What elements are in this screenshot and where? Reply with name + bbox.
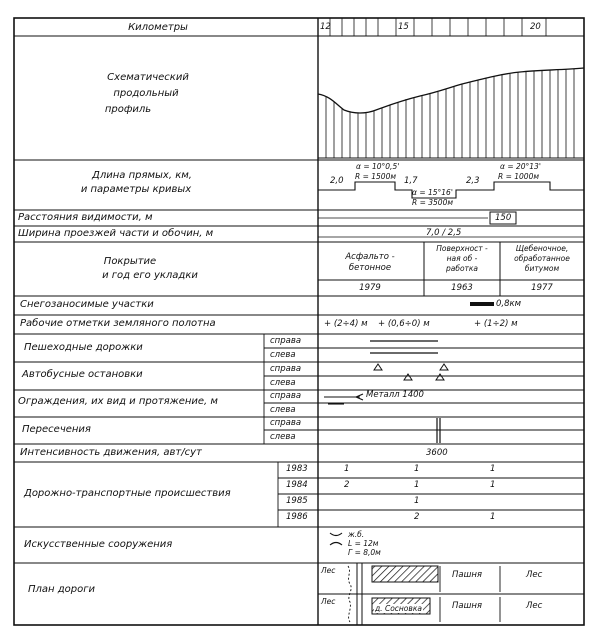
row-label-surface-2: и год его укладки — [102, 270, 198, 281]
curve-1-angle: α = 10°0,5' — [356, 162, 400, 171]
accident-count: 1 — [490, 464, 496, 474]
surface-3-year: 1977 — [531, 283, 553, 293]
longitudinal-profile — [318, 68, 584, 158]
curve-2-angle: α = 15°16' — [412, 188, 453, 197]
accident-count: 1 — [414, 480, 420, 490]
snow-value: 0,8км — [496, 299, 522, 309]
surface-2-type-3: работка — [445, 264, 479, 273]
accident-count: 2 — [414, 512, 420, 522]
accident-subrows — [278, 462, 584, 527]
accident-year-1986: 1986 — [286, 512, 308, 522]
marks-value-2: + (0,6÷0) м — [378, 319, 430, 329]
row-label-marks: Рабочие отметки земляного полотна — [20, 318, 216, 329]
plan-forest-bottom-left: Лес — [321, 597, 336, 606]
settlement-hatch — [372, 566, 438, 582]
plan-village-label: д. Сосновка — [375, 604, 422, 613]
surface-1-type-2: бетонное — [348, 263, 392, 273]
accident-year-1983: 1983 — [286, 464, 308, 474]
accident-count: 1 — [414, 464, 420, 474]
accident-count: 1 — [490, 512, 496, 522]
crossing-marks — [437, 418, 440, 443]
accident-count: 1 — [344, 464, 350, 474]
plan-field-top: Пашня — [452, 570, 483, 580]
visibility-value: 150 — [495, 213, 512, 223]
row-label-profile-1: Схематический — [107, 72, 189, 83]
row-label-snow: Снегозаносимые участки — [20, 299, 154, 310]
surface-2-year: 1963 — [451, 283, 473, 293]
plan-forest-top-right: Лес — [526, 570, 543, 580]
side-left-walkways: слева — [270, 350, 296, 360]
plan-forest-top-left: Лес — [321, 566, 336, 575]
surface-2-type-1: Поверхност - — [436, 244, 488, 253]
straight-length-2: 1,7 — [404, 176, 418, 186]
accident-count: 2 — [344, 480, 350, 490]
row-label-structures: Искусственные сооружения — [24, 539, 173, 550]
row-label-visibility: Расстояния видимости, м — [18, 212, 153, 223]
plan-field-bottom: Пашня — [452, 601, 483, 611]
row-label-surface-1: Покрытие — [103, 256, 157, 267]
row-label-accidents: Дорожно-транспортные происшествия — [24, 488, 231, 499]
row-label-straights-2: и параметры кривых — [80, 184, 192, 195]
surface-3-type-1: Щебеночное, — [515, 244, 569, 253]
bus-stop-icons — [374, 364, 448, 380]
fence-lines — [324, 394, 363, 404]
marks-value-3: + (1÷2) м — [474, 319, 518, 329]
intensity-value: 3600 — [426, 448, 448, 458]
accident-count: 1 — [490, 480, 496, 490]
curve-3-radius: R = 1000м — [498, 172, 540, 181]
bridge-width: Г = 8,0м — [348, 548, 381, 557]
width-value: 7,0 / 2,5 — [426, 228, 462, 238]
marks-value-1: + (2÷4) м — [324, 319, 368, 329]
row-label-profile-3: профиль — [104, 104, 152, 115]
side-right-crossings: справа — [270, 418, 302, 428]
row-label-walkways: Пешеходные дорожки — [24, 342, 143, 353]
road-plan — [318, 563, 584, 625]
side-subrows — [264, 334, 584, 444]
row-label-bus: Автобусные остановки — [22, 369, 143, 380]
bridge-material: ж.б. — [348, 530, 365, 539]
surface-3-type-3: битумом — [524, 264, 560, 273]
walkway-lines — [370, 341, 438, 353]
side-left-crossings: слева — [270, 432, 296, 442]
km-label-12: 12 — [320, 22, 331, 32]
row-label-intensity: Интенсивность движения, авт/сут — [20, 447, 202, 458]
curve-3-angle: α = 20°13' — [500, 162, 541, 171]
surface-1-type-1: Асфальто - — [345, 252, 395, 262]
curve-1-radius: R = 1500м — [355, 172, 397, 181]
row-label-width: Ширина проезжей части и обочин, м — [18, 228, 214, 239]
row-label-fences: Ограждения, их вид и протяжение, м — [18, 396, 218, 407]
side-right-bus: справа — [270, 364, 302, 374]
row-label-crossings: Пересечения — [22, 424, 91, 435]
bridge-length: L = 12м — [348, 539, 379, 548]
fence-value: Металл 1400 — [366, 390, 424, 400]
surface-1-year: 1979 — [359, 283, 381, 293]
curve-2-radius: R = 3500м — [412, 198, 454, 207]
km-label-20: 20 — [530, 22, 541, 32]
side-right-walkways: справа — [270, 336, 302, 346]
straight-length-3: 2,3 — [466, 176, 480, 186]
km-ticks — [330, 18, 546, 36]
accident-count: 1 — [414, 496, 420, 506]
surface-3-type-2: обработанное — [514, 254, 570, 263]
side-right-fences: справа — [270, 391, 302, 401]
snow-segment — [470, 302, 494, 306]
accident-year-1984: 1984 — [286, 480, 308, 490]
row-label-straights-1: Длина прямых, км, — [92, 170, 192, 181]
accident-year-1985: 1985 — [286, 496, 308, 506]
row-label-profile-2: продольный — [113, 88, 179, 99]
km-label-15: 15 — [398, 22, 409, 32]
surface-2-type-2: ная об - — [446, 254, 478, 263]
side-left-bus: слева — [270, 378, 296, 388]
row-label-kilometers: Километры — [128, 22, 188, 33]
straight-length-1: 2,0 — [330, 176, 344, 186]
side-left-fences: слева — [270, 405, 296, 415]
row-label-plan: План дороги — [28, 584, 96, 595]
plan-forest-bottom-right: Лес — [526, 601, 543, 611]
bridge-icon — [330, 533, 342, 545]
